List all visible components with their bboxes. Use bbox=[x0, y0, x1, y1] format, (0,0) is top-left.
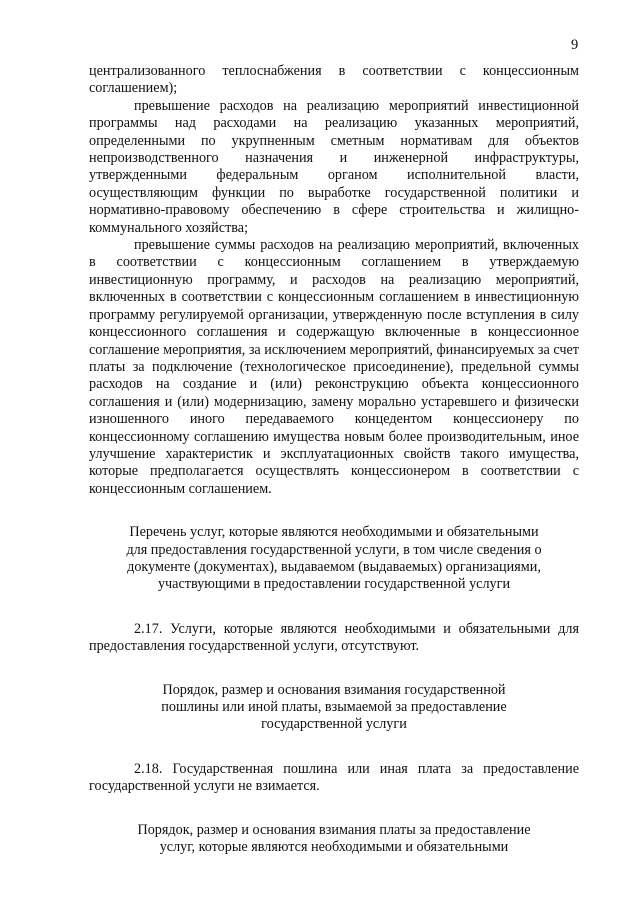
paragraph-heat-supply: централизованного теплоснабжения в соответствии с концессионным соглашением); bbox=[89, 63, 579, 97]
section-heading-required-services: Перечень услуг, которые являются необходимыми и обязательными для предоставления государственной услуги, в том числе сведения о документе (документах), выдаваемом (выдаваемых) организациями, участвующими в предоставлении государственной услуги bbox=[126, 524, 542, 593]
paragraph-expenses-excess: превышение суммы расходов на реализацию мероприятий, включенных в соответствии с концессионным соглашением в утверждаемую инвестиционную программу, и расходов на реализацию мероприятий, включенных в соответствии с концессионным соглашением в инвестиционную программу регулируемой организации, утвержденную после вступления в силу концессионного соглашения и содержащую включенные в концессионное соглашение мероприятия, за исключением мероприятий, финансируемых за счет платы за подключение (технологическое присоединение), предельной суммы расходов на создание и (или) реконструкцию объекта концессионного соглашения и (или) модернизацию, замену морально устаревшего и физически изношенного иного передаваемого концедентом концессионеру по концессионному соглашению имущества новым более производительным, иное улучшение характеристик и эксплуатационных свойств такого имущества, которые предполагается осуществлять концессионером в соответствии с концессионным соглашением. bbox=[89, 237, 579, 497]
paragraph-2-18: 2.18. Государственная пошлина или иная плата за предоставление государственной услуги не взимается. bbox=[89, 760, 579, 795]
section-heading-fee-order: Порядок, размер и основания взимания платы за предоставление услуг, которые являются необходимыми и обязательными bbox=[137, 821, 531, 856]
document-body bbox=[89, 63, 579, 856]
page-number: 9 bbox=[571, 37, 579, 53]
paragraph-investment-excess: превышение расходов на реализацию мероприятий инвестиционной программы над расходами на реализацию указанных мероприятий, определенными по укрупненным сметным нормативам для объектов непроизводственного назначения и инженерной инфраструктуры, утвержденными федеральным органом исполнительной власти, осуществляющим функции по выработке государственной политики и нормативно-правовому обеспечению в сфере строительства и жилищно-коммунального хозяйства; bbox=[89, 97, 579, 236]
paragraph-2-17: 2.17. Услуги, которые являются необходимыми и обязательными для предоставления государственной услуги, отсутствуют. bbox=[89, 620, 579, 655]
section-heading-state-duty: Порядок, размер и основания взимания государственной пошлины или иной платы, взымаемой за предоставление государственной услуги bbox=[161, 681, 507, 733]
